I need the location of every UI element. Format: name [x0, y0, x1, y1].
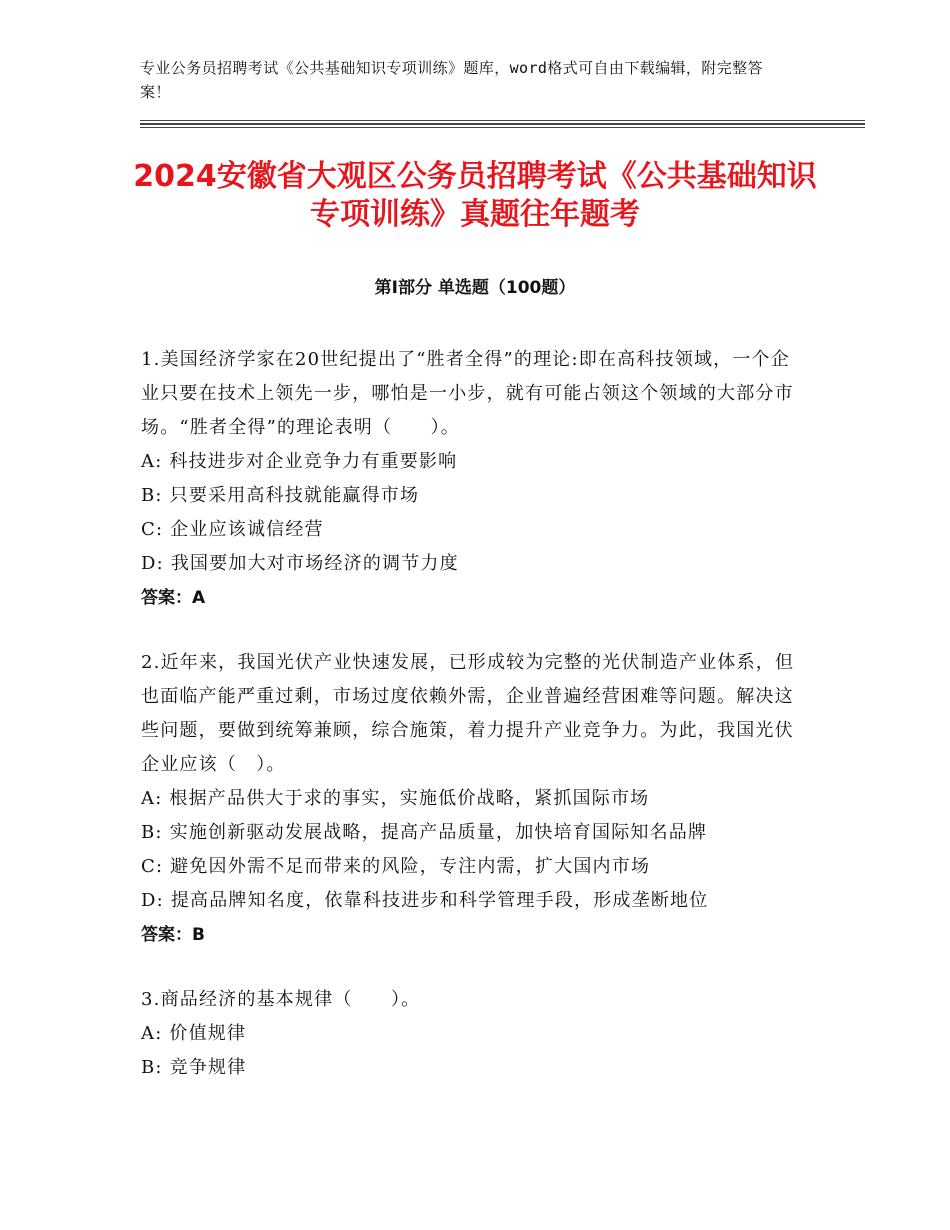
question-stem: 1.美国经济学家在20世纪提出了“胜者全得”的理论:即在高科技领域，一个企业只要在技术上领先一步，哪怕是一小步，就有可能占领这个领域的大部分市场。“胜者全得”的理论表明（ ）。: [141, 349, 794, 438]
question-item: [141, 983, 801, 1085]
option-a: A: 科技进步对企业竞争力有重要影响: [141, 451, 458, 472]
header-rule: [140, 120, 865, 121]
document-title: 2024安徽省大观区公务员招聘考试《公共基础知识专项训练》真题往年题考: [133, 159, 817, 232]
section-heading: 第Ⅰ部分 单选题（100题）: [374, 278, 576, 298]
option-c: C: 避免因外需不足而带来的风险，专注内需，扩大国内市场: [141, 856, 651, 877]
header-note: 专业公务员招聘考试《公共基础知识专项训练》题库，word格式可自由下载编辑，附完整答案！: [140, 59, 763, 101]
question-item: [141, 343, 801, 615]
answer-label: 答案：A: [141, 588, 206, 608]
question-list: [141, 343, 801, 1116]
option-b: B: 竞争规律: [141, 1057, 247, 1078]
option-a: A: 根据产品供大于求的事实，实施低价战略，紧抓国际市场: [141, 788, 650, 809]
option-b: B: 实施创新驱动发展战略，提高产品质量，加快培育国际知名品牌: [141, 822, 708, 843]
question-stem: 3.商品经济的基本规律（ ）。: [141, 989, 421, 1010]
option-c: C: 企业应该诚信经营: [141, 519, 324, 540]
option-d: D: 我国要加大对市场经济的调节力度: [141, 553, 459, 574]
header-rule-thick: [140, 123, 865, 125]
question-stem: 2.近年来，我国光伏产业快速发展，已形成较为完整的光伏制造产业体系，但也面临产能严重过剩，市场过度依赖外需，企业普遍经营困难等问题。解决这些问题，要做到统筹兼顾，综合施策，着力提升产业竞争力。为此，我国光伏企业应该（ ）。: [141, 652, 795, 775]
option-d: D: 提高品牌知名度，依靠科技进步和科学管理手段，形成垄断地位: [141, 890, 709, 911]
option-a: A: 价值规律: [141, 1023, 247, 1044]
option-b: B: 只要采用高科技就能赢得市场: [141, 485, 420, 506]
header-rule: [140, 127, 865, 128]
answer-label: 答案：B: [141, 925, 205, 945]
question-item: [141, 646, 801, 952]
